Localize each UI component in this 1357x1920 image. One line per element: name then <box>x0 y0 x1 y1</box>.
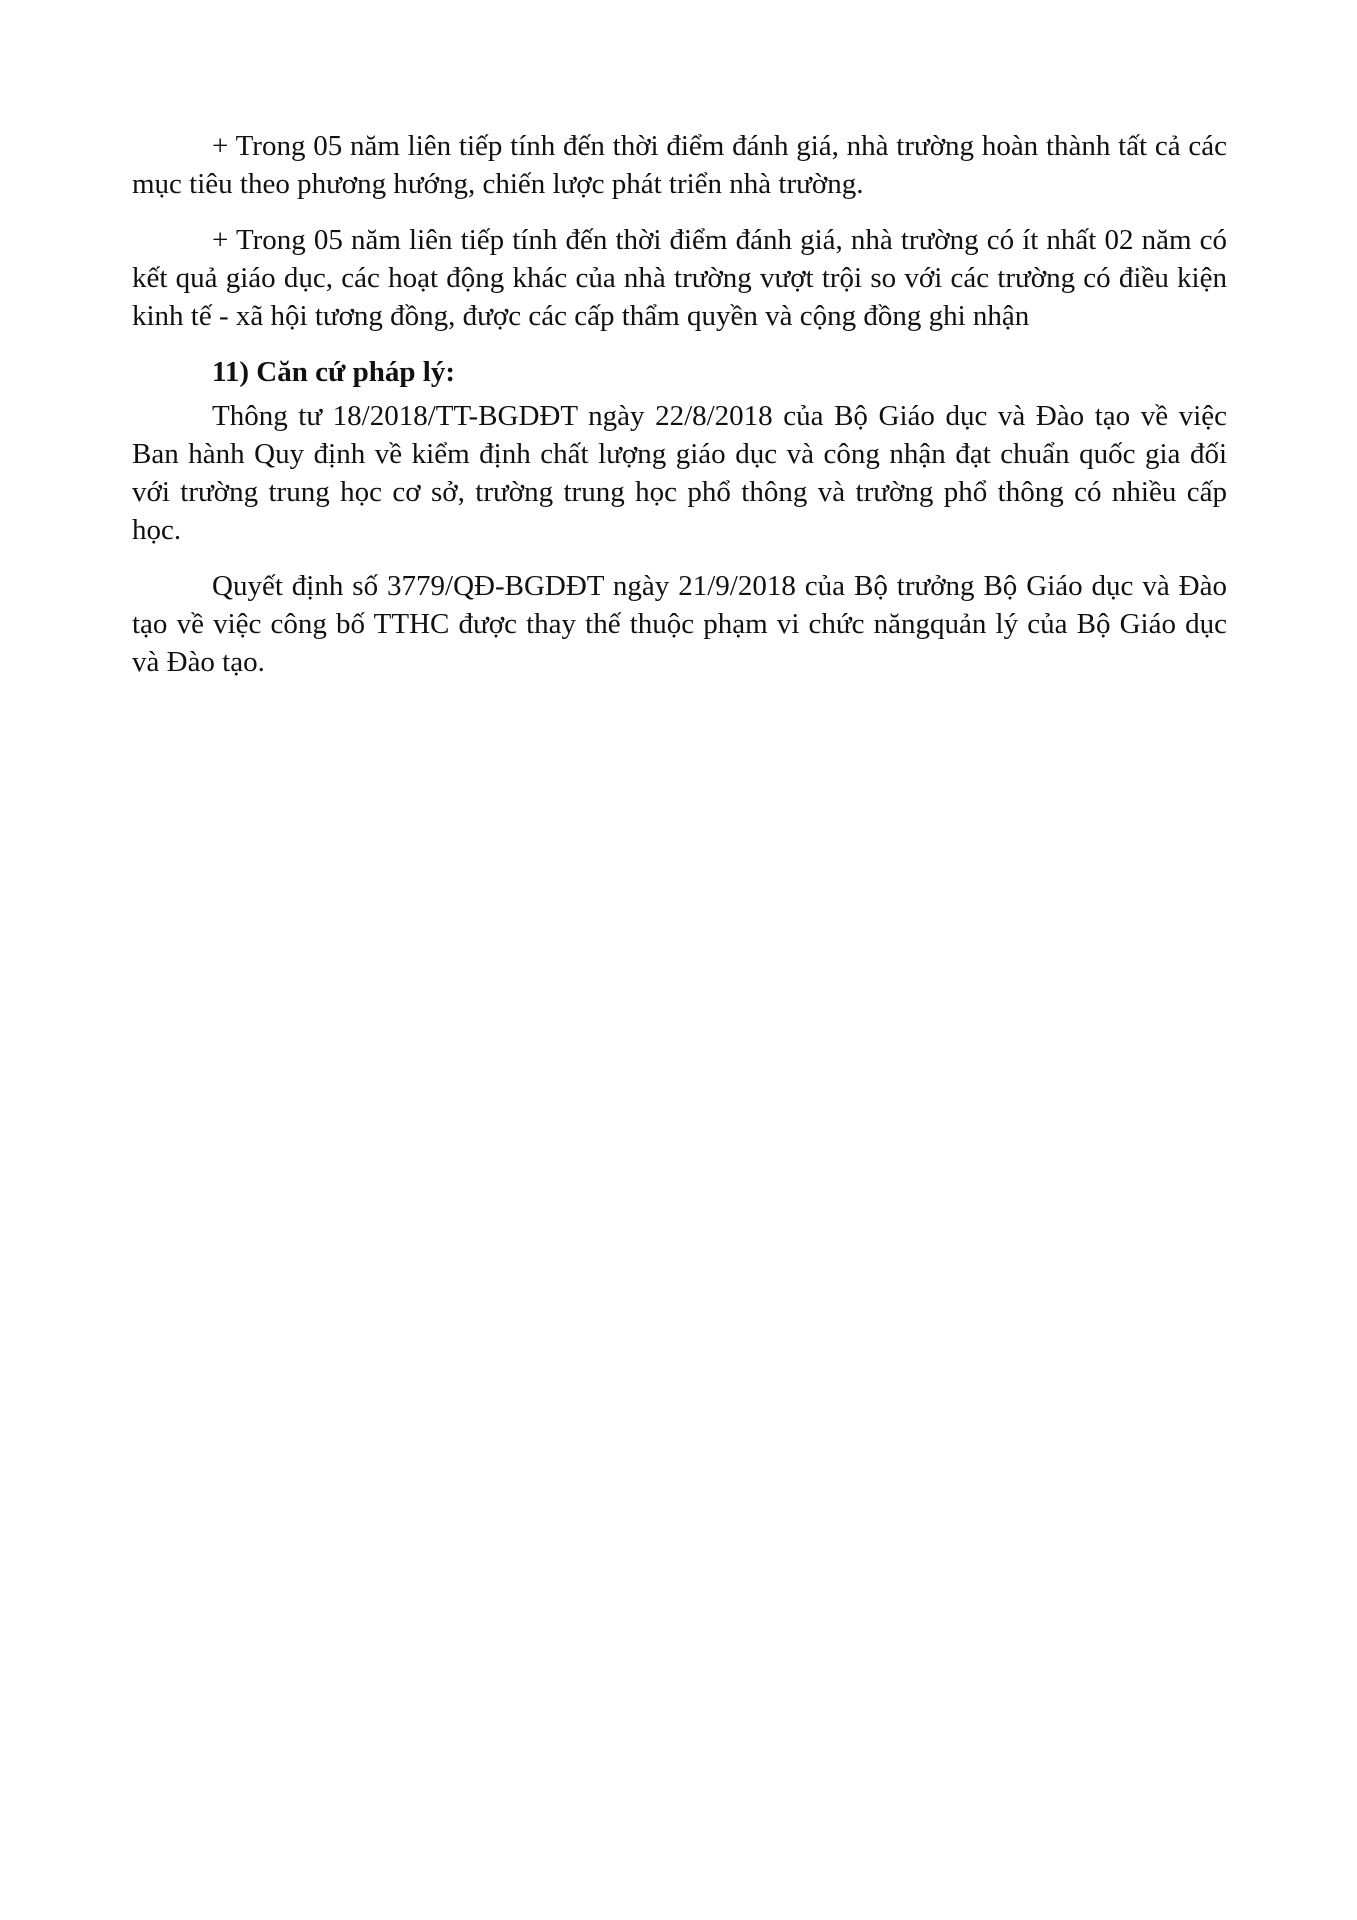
criteria-paragraph-2: + Trong 05 năm liên tiếp tính đến thời điểm đánh giá, nhà trường có ít nhất 02 năm có kết quả giáo dục, các hoạt động khác của nhà trường vượt trội so với các trường có điều kiện kinh tế - xã hội tương đồng, được các cấp thẩm quyền và cộng đồng ghi nhận <box>132 224 1227 332</box>
document-body <box>132 127 1227 699</box>
legal-basis-paragraph-2: Quyết định số 3779/QĐ-BGDĐT ngày 21/9/2018 của Bộ trưởng Bộ Giáo dục và Đào tạo về việc công bố TTHC được thay thế thuộc phạm vi chức năngquản lý của Bộ Giáo dục và Đào tạo. <box>132 570 1227 678</box>
criteria-paragraph-1: + Trong 05 năm liên tiếp tính đến thời điểm đánh giá, nhà trường hoàn thành tất cả các mục tiêu theo phương hướng, chiến lược phát triển nhà trường. <box>132 130 1227 200</box>
section-heading: 11) Căn cứ pháp lý: <box>212 356 456 388</box>
legal-basis-paragraph-1: Thông tư 18/2018/TT-BGDĐT ngày 22/8/2018 của Bộ Giáo dục và Đào tạo về việc Ban hành Quy định về kiểm định chất lượng giáo dục và công nhận đạt chuẩn quốc gia đối với trường trung học cơ sở, trường trung học phổ thông và trường phổ thông có nhiều cấp học. <box>132 400 1227 546</box>
